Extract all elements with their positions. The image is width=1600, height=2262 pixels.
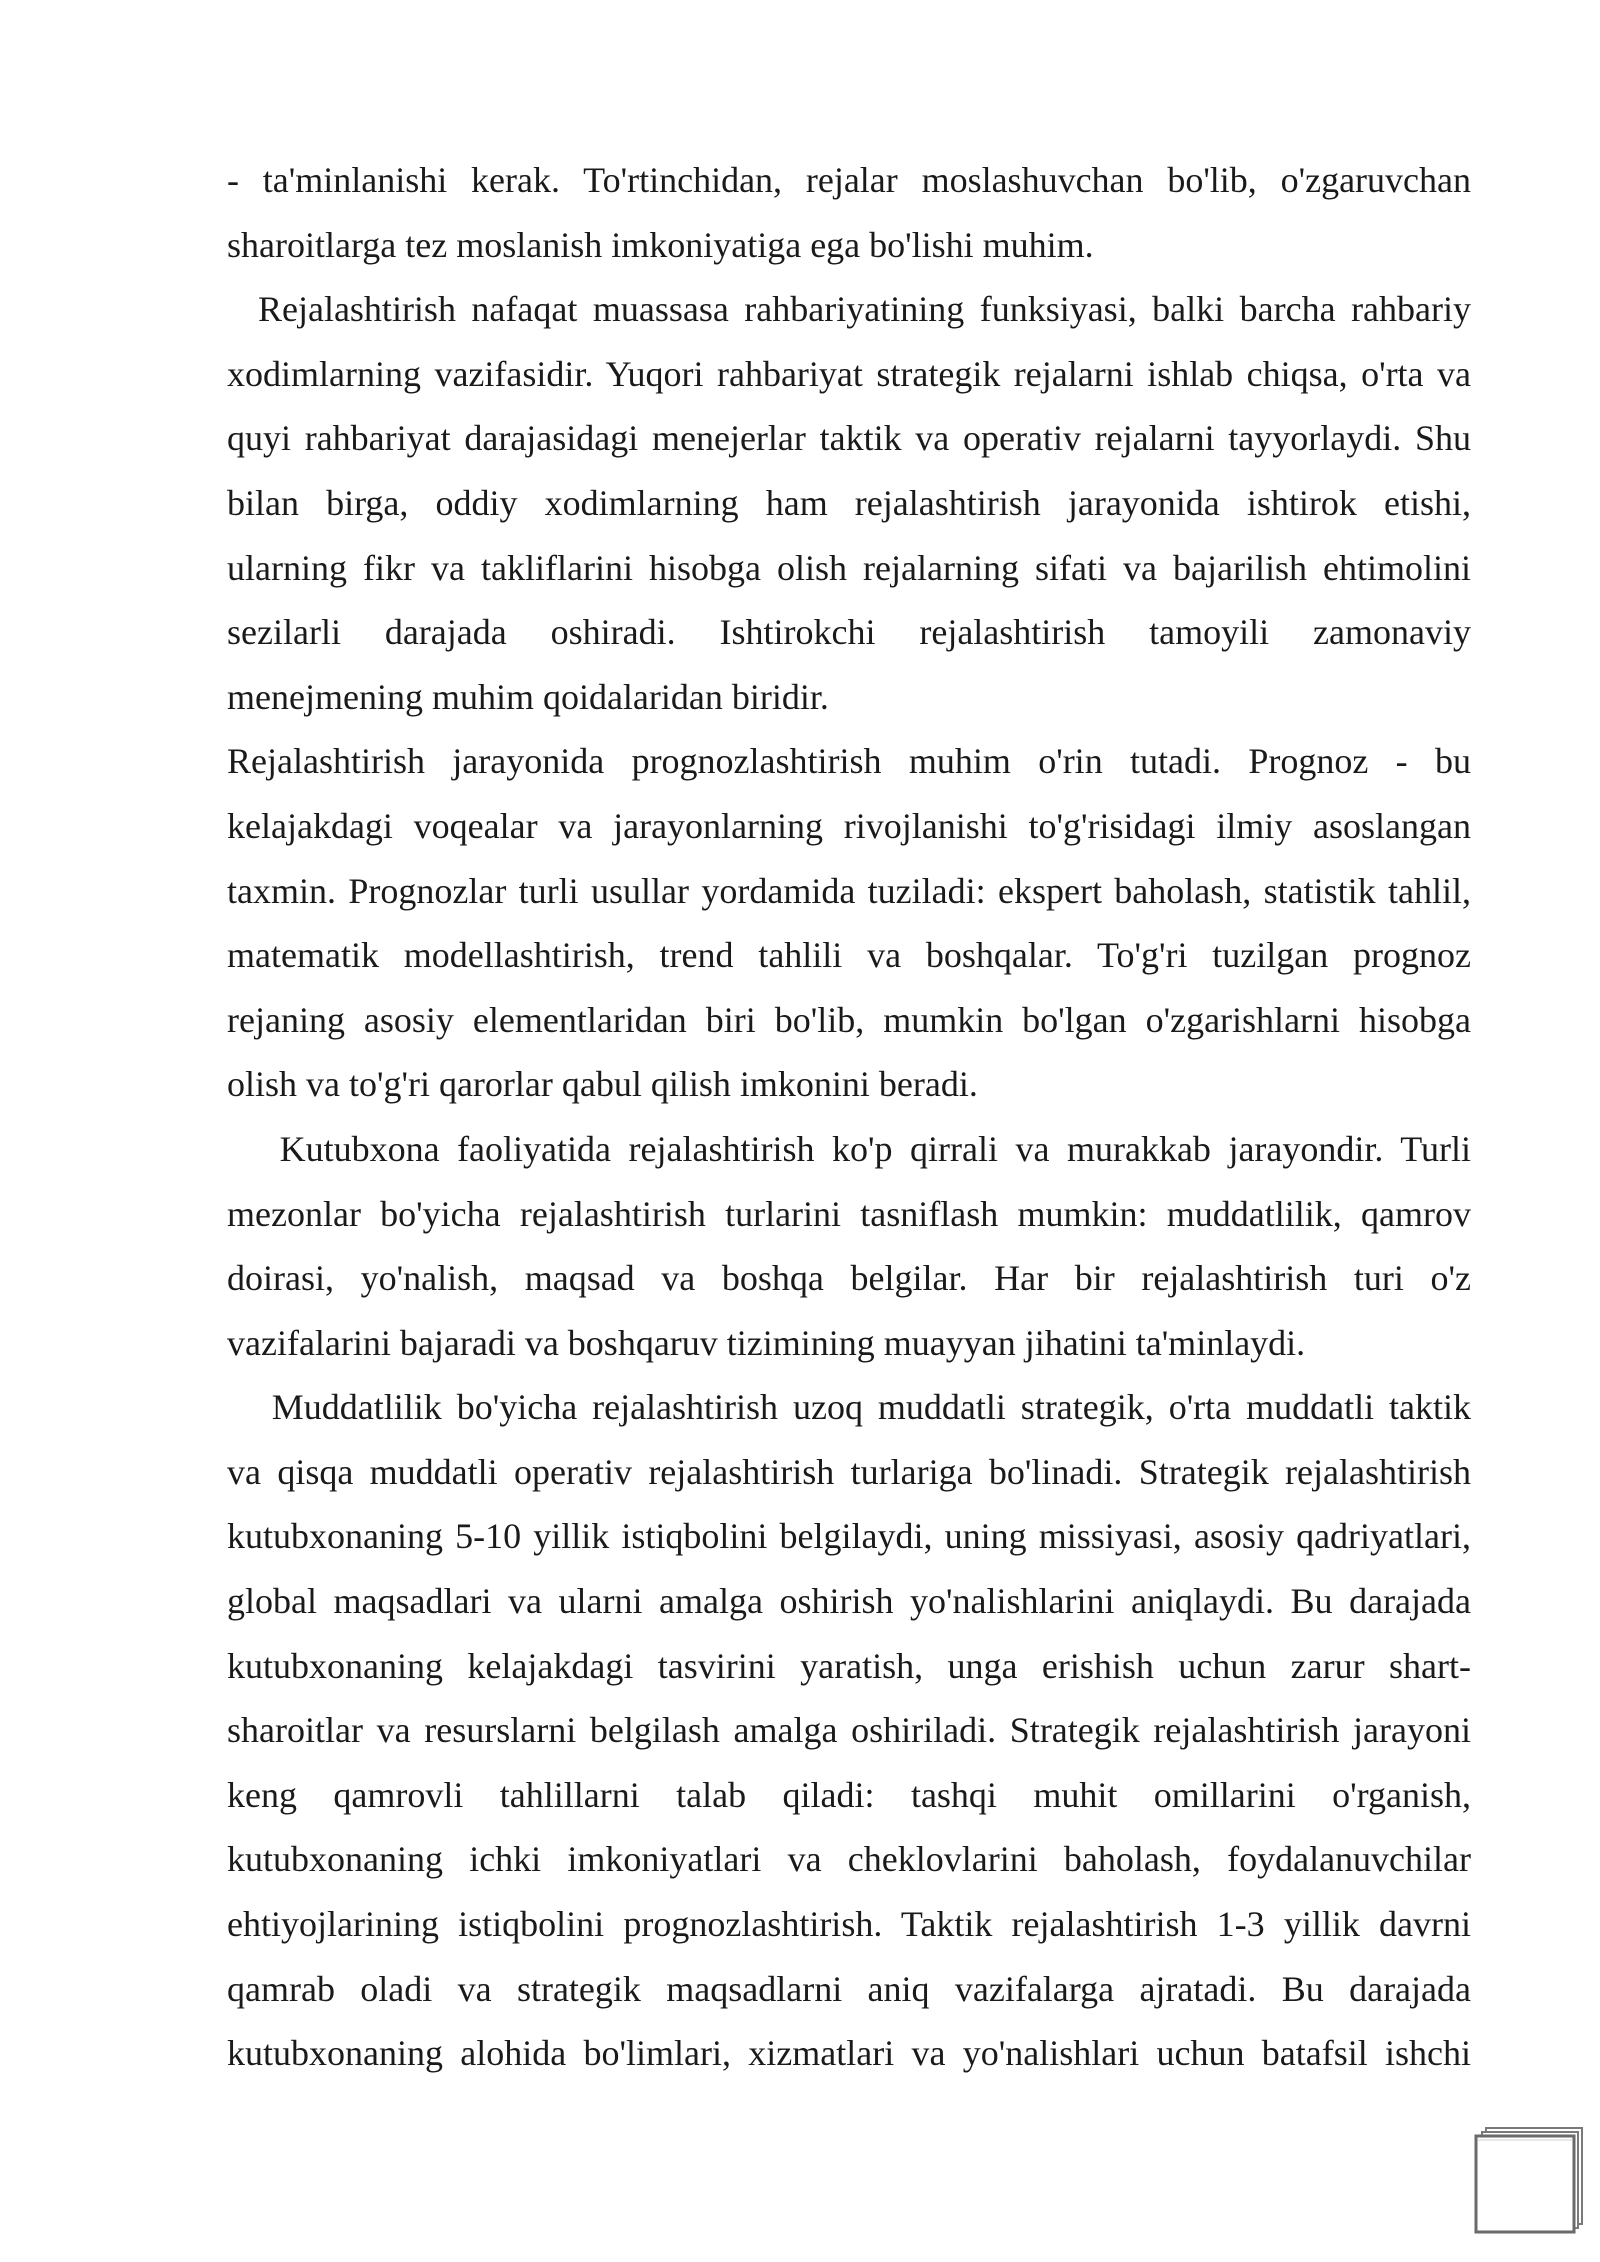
text-line: quyi rahbariyat darajasidagi menejerlar taktik va operativ rejalarni tayyorlaydi. Shu bbox=[227, 418, 1471, 459]
text-line: olish va to'g'ri qarorlar qabul qilish imkonini beradi. bbox=[227, 1064, 978, 1105]
text-line: keng qamrovli tahlillarni talab qiladi: tashqi muhit omillarini o'rganish, bbox=[227, 1774, 1471, 1815]
text-line: doirasi, yo'nalish, maqsad va boshqa belgilar. Har bir rejalashtirish turi o'z bbox=[227, 1258, 1471, 1299]
text-line: sezilarli darajada oshiradi. Ishtirokchi rejalashtirish tamoyili zamonaviy bbox=[227, 612, 1471, 653]
text-line: kelajakdagi voqealar va jarayonlarning rivojlanishi to'g'risidagi ilmiy asoslangan bbox=[227, 805, 1471, 846]
text-line: global maqsadlari va ularni amalga oshirish yo'nalishlarini aniqlaydi. Bu darajada bbox=[227, 1581, 1471, 1622]
text-line: - ta'minlanishi kerak. To'rtinchidan, rejalar moslashuvchan bo'lib, o'zgaruvchan bbox=[227, 160, 1471, 200]
text-line: kutubxonaning alohida bo'limlari, xizmatlari va yo'nalishlari uchun batafsil ishchi bbox=[227, 2033, 1471, 2074]
text-line: va qisqa muddatli operativ rejalashtirish turlariga bo'linadi. Strategik rejalashtirish bbox=[227, 1451, 1471, 1492]
page-corner-icon bbox=[1470, 2118, 1588, 2236]
text-line: qamrab oladi va strategik maqsadlarni aniq vazifalarga ajratadi. Bu darajada bbox=[227, 1968, 1471, 2009]
text-line: bilan birga, oddiy xodimlarning ham rejalashtirish jarayonida ishtirok etishi, bbox=[227, 482, 1471, 523]
text-line: sharoitlarga tez moslanish imkoniyatiga ega bo'lishi muhim. bbox=[227, 224, 1094, 265]
text-line: taxmin. Prognozlar turli usullar yordamida tuziladi: ekspert baholash, statistik tahlil, bbox=[227, 870, 1471, 911]
text-line: xodimlarning vazifasidir. Yuqori rahbariyat strategik rejalarni ishlab chiqsa, o'rta va bbox=[227, 353, 1471, 394]
text-line: kutubxonaning kelajakdagi tasvirini yaratish, unga erishish uchun zarur shart- bbox=[227, 1645, 1471, 1686]
text-line: mezonlar bo'yicha rejalashtirish turlarini tasniflash mumkin: muddatlilik, qamrov bbox=[227, 1193, 1471, 1234]
text-line: kutubxonaning ichki imkoniyatlari va cheklovlarini baholash, foydalanuvchilar bbox=[227, 1839, 1471, 1880]
text-line: kutubxonaning 5-10 yillik istiqbolini belgilaydi, uning missiyasi, asosiy qadriyatlari, bbox=[227, 1516, 1471, 1557]
text-line: ehtiyojlarining istiqbolini prognozlashtirish. Taktik rejalashtirish 1-3 yillik davrni bbox=[227, 1904, 1471, 1945]
text-line: rejaning asosiy elementlaridan biri bo'lib, mumkin bo'lgan o'zgarishlarni hisobga bbox=[227, 999, 1471, 1040]
text-line: menejmening muhim qoidalaridan biridir. bbox=[227, 676, 829, 717]
text-line: vazifalarini bajaradi va boshqaruv tizimining muayyan jihatini ta'minlaydi. bbox=[227, 1322, 1306, 1363]
text-line: ularning fikr va takliflarini hisobga olish rejalarning sifati va bajarilish ehtimolini bbox=[227, 547, 1471, 588]
text-line: sharoitlar va resurslarni belgilash amalga oshiriladi. Strategik rejalashtirish jarayoni bbox=[227, 1710, 1471, 1751]
text-line: Muddatlilik bo'yicha rejalashtirish uzoq muddatli strategik, o'rta muddatli taktik bbox=[227, 1387, 1471, 1428]
text-line: Rejalashtirish jarayonida prognozlashtirish muhim o'rin tutadi. Prognoz - bu bbox=[227, 741, 1471, 782]
text-line: Rejalashtirish nafaqat muassasa rahbariyatining funksiyasi, balki barcha rahbariy bbox=[227, 289, 1471, 330]
text-line: Kutubxona faoliyatida rejalashtirish ko'p qirrali va murakkab jarayondir. Turli bbox=[227, 1128, 1471, 1169]
text-line: matematik modellashtirish, trend tahlili va boshqalar. To'g'ri tuzilgan prognoz bbox=[227, 935, 1471, 976]
body-text bbox=[227, 148, 1471, 2086]
